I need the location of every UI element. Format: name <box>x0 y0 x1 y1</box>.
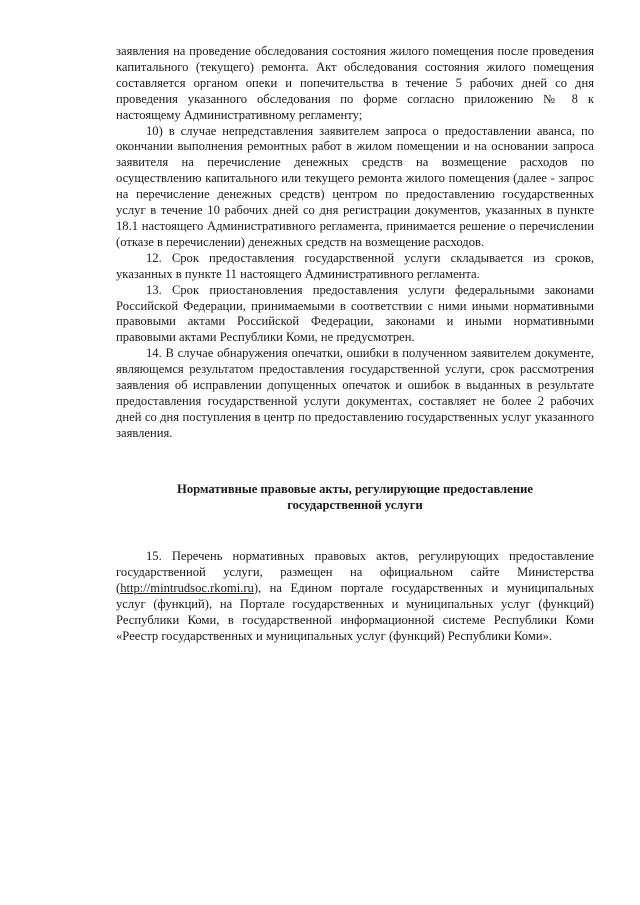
paragraph-10: 10) в случае непредставления заявителем запроса о предоставлении аванса, по окончании выполнения ремонтных работ в жилом помещении и на основании запроса заявителя на перечисление денежных средств на возмещение расходов по осуществлению капитального или текущего ремонта жилого помещения (далее - запрос на перечисление денежных средств) центром по предоставлению государственных услуг в течение 10 рабочих дней со дня регистрации документов, указанных в пункте 18.1 настоящего Административного регламента, принимается решение о перечислении (отказе в перечислении) денежных средств на возмещение расходов. <box>116 123 594 249</box>
paragraph-15-start: 15. Перечень нормативных правовых актов, регулирующих предоставление государственной услуги, размещен на официальном сайте Министерства ( <box>116 549 594 596</box>
paragraph-13: 13. Срок приостановления предоставления услуги федеральными законами Российской Федерации, принимаемыми в соответствии с ними иными нормативными правовыми актами Российской Федерации, законами и иными нормативными правовыми актами Республики Коми, не предусмотрен. <box>116 282 594 345</box>
paragraph-15 <box>116 549 594 644</box>
ministry-website-link[interactable]: http://mintrudsoc.rkomi.ru <box>120 581 254 596</box>
paragraph-15-end: ), на Едином портале государственных и муниципальных услуг (функций), на Портале государственных и муниципальных услуг (функций) Республики Коми, в государственной информационной системе Республики Коми «Реестр государственных и муниципальных услуг (функций) Республики Коми». <box>116 581 594 643</box>
paragraph-intro: заявления на проведение обследования состояния жилого помещения после проведения капитального (текущего) ремонта. Акт обследования состояния жилого помещения составляется органом опеки и попечительства в течение 5 рабочих дней со дня проведения указанного обследования по форме согласно приложению № 8 к настоящему Административному регламенту; <box>116 44 594 122</box>
section-heading: Нормативные правовые акты, регулирующие предоставление государственной услуги <box>177 481 533 512</box>
document-page <box>116 44 594 645</box>
paragraph-12: 12. Срок предоставления государственной услуги складывается из сроков, указанных в пункте 11 настоящего Административного регламента. <box>116 250 594 281</box>
paragraph-14: 14. В случае обнаружения опечатки, ошибки в полученном заявителем документе, являющемся результатом предоставления государственной услуги, срок рассмотрения заявления об исправлении допущенных опечаток и ошибок в выданных в результате предоставления государственной услуги документах, составляет не более 2 рабочих дней со дня поступления в центр по предоставлению государственных услуг указанного заявления. <box>116 346 594 440</box>
